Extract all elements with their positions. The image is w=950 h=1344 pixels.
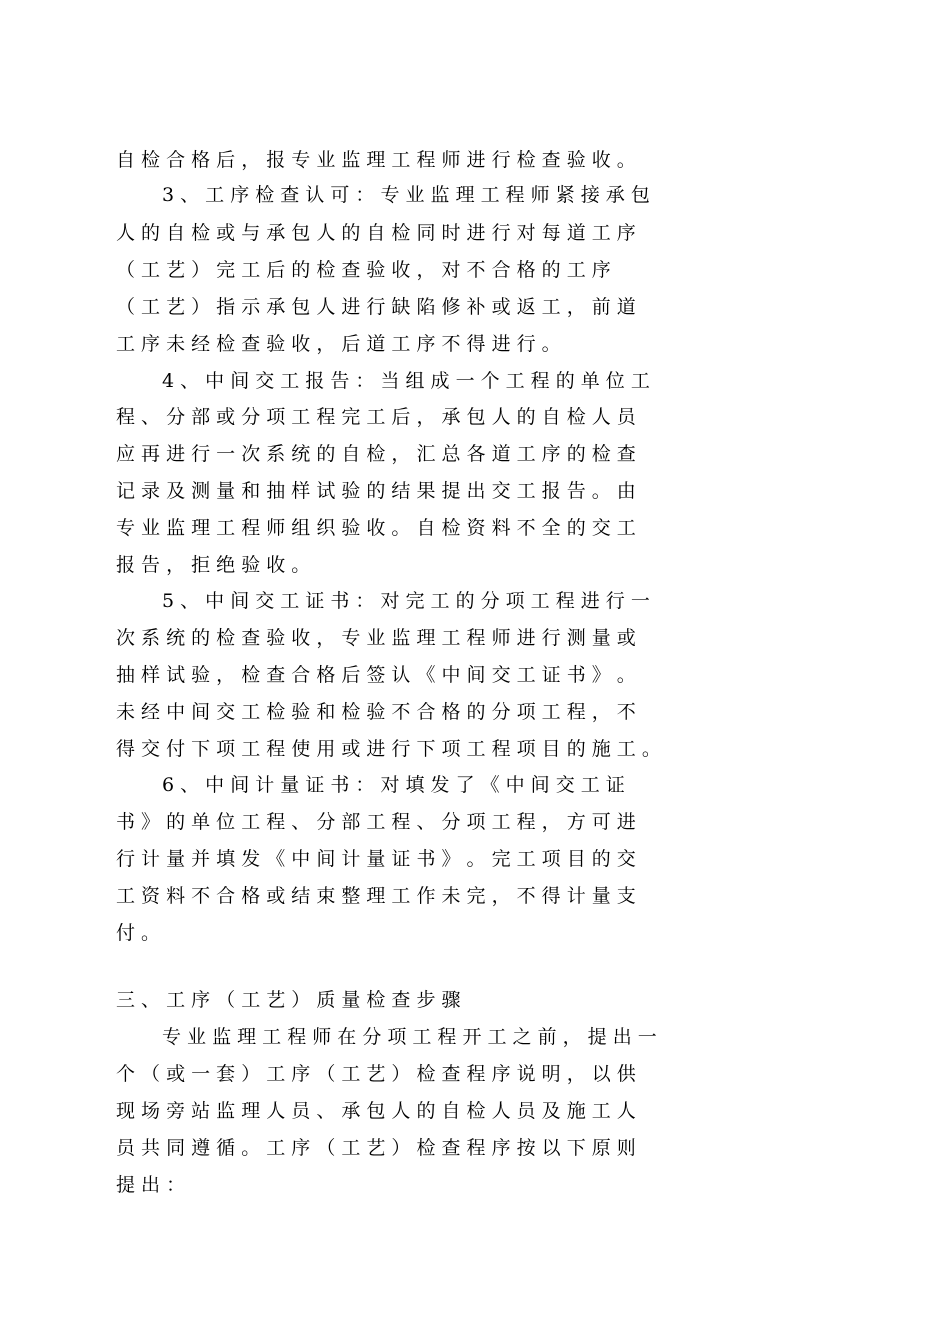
text-line: 次 系 统 的 检 查 验 收 ， 专 业 监 理 工 程 师 进 行 测 量 或 xyxy=(116,627,636,649)
text-line: 程 、 分 部 或 分 项 工 程 完 工 后 ， 承 包 人 的 自 检 人 员 xyxy=(116,406,636,428)
text-line: 工 序 未 经 检 查 验 收 ， 后 道 工 序 不 得 进 行 。 xyxy=(116,333,561,355)
text-line: 记 录 及 测 量 和 抽 样 试 验 的 结 果 提 出 交 工 报 告 。 由 xyxy=(116,480,636,502)
text-line: 未 经 中 间 交 工 检 验 和 检 验 不 合 格 的 分 项 工 程 ， 不 xyxy=(116,701,636,723)
text-line: 个 （ 或 一 套 ） 工 序 （ 工 艺 ） 检 查 程 序 说 明 ， 以 供 xyxy=(116,1063,636,1085)
section-heading: 三 、 工 序 （ 工 艺 ） 质 量 检 查 步 骤 xyxy=(116,989,461,1011)
text-line: （ 工 艺 ） 指 示 承 包 人 进 行 缺 陷 修 补 或 返 工 ， 前 道 xyxy=(116,296,636,318)
text-line: 应 再 进 行 一 次 系 统 的 自 检 ， 汇 总 各 道 工 序 的 检 查 xyxy=(116,443,636,465)
text-line: 付 。 xyxy=(116,922,161,944)
text-line: 员 共 同 遵 循 。 工 序 （ 工 艺 ） 检 查 程 序 按 以 下 原 则 xyxy=(116,1137,636,1159)
text-line: 自 检 合 格 后 ， 报 专 业 监 理 工 程 师 进 行 检 查 验 收 。 xyxy=(116,149,636,171)
text-line: 专 业 监 理 工 程 师 在 分 项 工 程 开 工 之 前 ， 提 出 一 xyxy=(162,1026,657,1048)
text-line: 报 告 ， 拒 绝 验 收 。 xyxy=(116,554,311,576)
paragraph-5-heading-line: 5 、 中 间 交 工 证 书 ： 对 完 工 的 分 项 工 程 进 行 一 xyxy=(162,590,650,612)
text-line: 得 交 付 下 项 工 程 使 用 或 进 行 下 项 工 程 项 目 的 施 工 。 xyxy=(116,738,661,760)
text-line: 工 资 料 不 合 格 或 结 束 整 理 工 作 未 完 ， 不 得 计 量 支 xyxy=(116,885,636,907)
text-line: 抽 样 试 验 ， 检 查 合 格 后 签 认 《 中 间 交 工 证 书 》 。 xyxy=(116,664,636,686)
paragraph-6-heading-line: 6 、 中 间 计 量 证 书 ： 对 填 发 了 《 中 间 交 工 证 xyxy=(162,774,625,796)
paragraph-3-heading-line: 3 、 工 序 检 查 认 可 ： 专 业 监 理 工 程 师 紧 接 承 包 xyxy=(162,184,650,206)
text-line: 现 场 旁 站 监 理 人 员 、 承 包 人 的 自 检 人 员 及 施 工 人 xyxy=(116,1100,636,1122)
text-line: 人 的 自 检 或 与 承 包 人 的 自 检 同 时 进 行 对 每 道 工 序 xyxy=(116,222,636,244)
text-line: 提 出 ： xyxy=(116,1174,186,1196)
paragraph-4-heading-line: 4 、 中 间 交 工 报 告 ： 当 组 成 一 个 工 程 的 单 位 工 xyxy=(162,370,650,392)
text-line: 书 》 的 单 位 工 程 、 分 部 工 程 、 分 项 工 程 ， 方 可 进 xyxy=(116,811,636,833)
text-line: （ 工 艺 ） 完 工 后 的 检 查 验 收 ， 对 不 合 格 的 工 序 xyxy=(116,259,611,281)
text-line: 行 计 量 并 填 发 《 中 间 计 量 证 书 》 。 完 工 项 目 的 交 xyxy=(116,848,636,870)
text-line: 专 业 监 理 工 程 师 组 织 验 收 。 自 检 资 料 不 全 的 交 工 xyxy=(116,517,636,539)
